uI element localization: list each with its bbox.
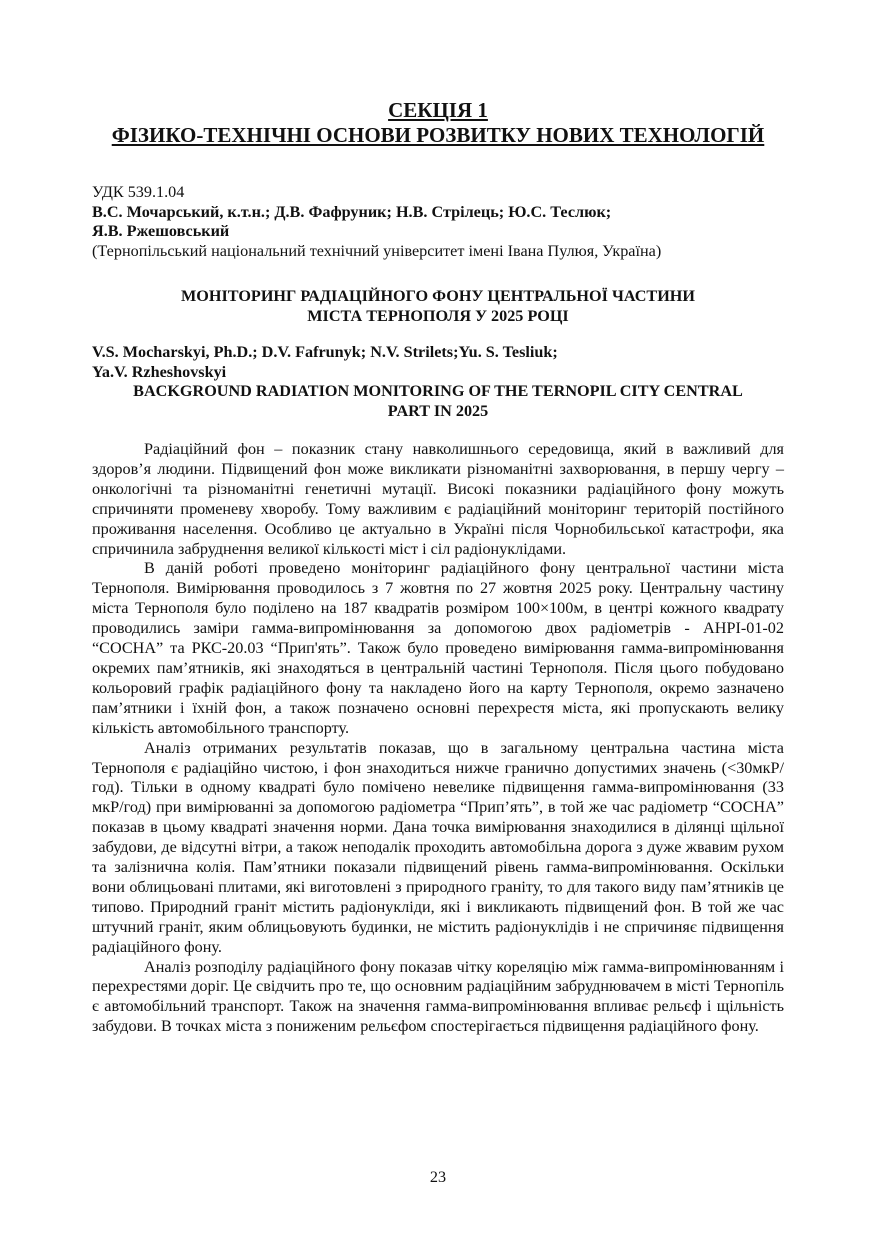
article-metadata [92, 183, 784, 261]
authors-en [92, 343, 784, 382]
paragraph-2: В даній роботі проведено моніторинг радіаційного фону центральної частини міста Тернополя. Вимірювання проводилось з 7 жовтня по 27 жовтня 2025 року. Центральну частину міста Тернополя було поділено на 187 квадратів розміром 100×100м, в центрі кожного квадрату проводились заміри гамма-випромінювання за допомогою двох радіометрів - АНРІ-01-02 “СОСНА” та РКС-20.03 “Прип'ять”. Також було проведено вимірювання гамма-випромінювання окремих пам’ятників, які знаходяться в центральній частині Тернополя. Після цього побудовано кольоровий графік радіаційного фону та накладено його на карту Тернополя, окремо зазначено пам’ятники і їхній фон, а також позначено основні перехрестя міста, які пропускають велику кількість автомобільного транспорту. [92, 559, 784, 737]
paragraph-3: Аналіз отриманих результатів показав, що в загальному центральна частина міста Тернополя є радіаційно чистою, і фон знаходиться нижче гранично допустимих значень (<30мкР/год). Тільки в одному квадраті було помічено невелике підвищення гамма-випромінювання (33 мкР/год) при вимірюванні за допомогою радіометра “Прип’ять”, в той же час радіометр “СОСНА” показав в цьому квадраті значення норми. Дана точка вимірювання знаходилися в ділянці щільної забудови, де відсутні вітри, а також неподалік проходить автомобільна дорога з дуже жвавим рухом та залізнична колія. Пам’ятники показали підвищений рівень гамма-випромінювання. Оскільки вони облицьовані плитами, які виготовлені з природного граніту, то для такого виду пам’ятників це типово. Природний граніт містить радіонукліди, які і викликають підвищений фон. В той же час штучний граніт, яким облицьовують будинки, не містить радіонуклідів і не спричиняє підвищення радіаційного фону. [92, 738, 784, 956]
authors-en-line-1: V.S. Mocharskyi, Ph.D.; D.V. Fafrunyk; N.V. Strilets;Yu. S. Tesliuk; [92, 343, 558, 361]
article-title-en [92, 382, 784, 421]
udc-code: УДК 539.1.04 [92, 183, 185, 201]
title-en-line-2: PART IN 2025 [387, 401, 489, 420]
section-title: ФІЗИКО-ТЕХНІЧНІ ОСНОВИ РОЗВИТКУ НОВИХ ТЕХНОЛОГІЙ [111, 123, 765, 147]
authors-ua-line-1: В.С. Мочарський, к.т.н.; Д.В. Фафруник; Н.В. Стрілець; Ю.С. Теслюк; [92, 202, 612, 221]
page-number: 23 [429, 1168, 447, 1186]
paragraph-1: Радіаційний фон – показник стану навколишнього середовища, який в важливий для здоров’я людини. Підвищений фон може викликати різноманітні захворювання, в першу чергу – онкологічні та різноманітні генетичні мутації. Високі показники радіаційного фону можуть спричиняти променеву хворобу. Тому важливим є радіаційний моніторинг територій постійного проживання населення. Особливо це актуально в Україні після Чорнобильської катастрофи, яка спричинила забруднення великої кількості міст і сіл радіонуклідами. [92, 440, 784, 558]
article-body [92, 440, 784, 1037]
authors-en-line-2: Ya.V. Rzheshovskyi [92, 362, 227, 381]
authors-ua-line-2: Я.В. Ржешовський [92, 222, 230, 240]
article-title-ua [92, 287, 784, 326]
affiliation: (Тернопільський національний технічний університет імені Івана Пулюя, Україна) [92, 241, 662, 260]
title-en-line-1: BACKGROUND RADIATION MONITORING OF THE TERNOPIL CITY CENTRAL [133, 382, 743, 400]
section-number: СЕКЦІЯ 1 [388, 98, 488, 122]
paragraph-4: Аналіз розподілу радіаційного фону показав чітку кореляцію між гамма-випромінюванням і перехрестями доріг. Це свідчить про те, що основним радіаційним забруднювачем в місті Тернопіль є автомобільний транспорт. Також на значення гамма-випромінювання впливає рельєф і щільність забудови. В точках міста з пониженим рельєфом спостерігається підвищення радіаційного фону. [92, 957, 784, 1036]
section-header [92, 98, 784, 148]
title-ua-line-1: МОНІТОРИНГ РАДІАЦІЙНОГО ФОНУ ЦЕНТРАЛЬНОЇ ЧАСТИНИ [181, 287, 695, 305]
title-ua-line-2: МІСТА ТЕРНОПОЛЯ У 2025 РОЦІ [307, 306, 569, 325]
